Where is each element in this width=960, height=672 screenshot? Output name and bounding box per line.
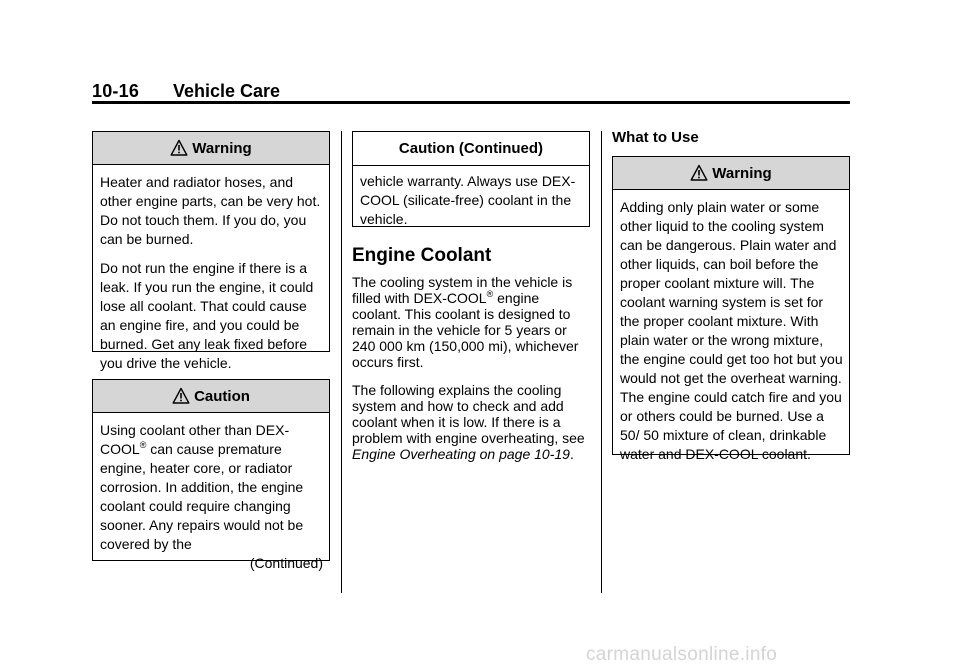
continued-label: (Continued) — [249, 555, 323, 571]
caution-continued-box — [352, 131, 590, 227]
watermark: carmanualsonline.info — [586, 644, 778, 665]
caution-continued-text: vehicle warranty. Always use DEX-COOL (silicate-free) coolant in the vehicle. — [360, 173, 576, 227]
registered-mark: ® — [139, 440, 147, 450]
warning-icon — [170, 139, 188, 157]
warning-label: Warning — [712, 164, 772, 182]
caution-header — [93, 380, 329, 413]
column-divider-right — [601, 131, 602, 593]
caution-paragraph — [100, 421, 323, 554]
column-divider-left — [341, 131, 342, 593]
engine-coolant-p1-end: engine coolant. This coolant is designed to remain in the vehicle for 5 years or 240 000 km (150,000 mi), whichever occurs first. — [352, 290, 579, 370]
engine-coolant-paragraph-2 — [352, 382, 592, 462]
plain-water-warning-text: Adding only plain water or some other liquid to the cooling system can be dangerous. Plain water and other liquids, can boil before the proper coolant mixture will. The coolant warning system is set for the proper coolant mixture. With plain water or the wrong mixture, the engine could get too hot but you would not get the overheat warning. The engine could catch fire and you or others could be burned. Use a 50/ 50 mixture of clean, drinkable water and DEX-COOL coolant. — [620, 199, 843, 462]
engine-coolant-p1-start: The cooling system in the vehicle is filled with DEX-COOL — [352, 274, 573, 306]
what-to-use-heading: What to Use — [612, 129, 699, 146]
warning-header — [93, 132, 329, 165]
caution-continued-header: Caution (Continued) — [353, 132, 589, 166]
engine-coolant-paragraph-1 — [352, 274, 592, 370]
coolant-caution-box — [92, 379, 330, 571]
warning-header — [613, 157, 849, 190]
engine-overheating-reference[interactable]: Engine Overheating on page 10-19 — [352, 446, 570, 462]
engine-coolant-p2-end: . — [569, 446, 574, 462]
warning-paragraph-2: Do not run the engine if there is a leak. If you run the engine, it could lose all coolant. That could cause an engine fire, and you could be burned. Get any leak fixed before you drive the vehicle. — [100, 260, 314, 371]
warning-label: Warning — [192, 139, 252, 157]
section-title: Vehicle Care — [173, 81, 281, 101]
hot-parts-warning-box — [92, 131, 330, 371]
caution-icon — [172, 387, 190, 405]
caution-text-start: Using coolant other than DEX-COOL — [100, 422, 290, 457]
engine-coolant-heading: Engine Coolant — [352, 245, 492, 266]
warning-icon — [690, 164, 708, 182]
caution-text-end: can cause premature engine, heater core, or radiator corrosion. In addition, the engine coolant could require changing sooner. Any repairs would not be covered by the — [100, 441, 304, 552]
page-header — [92, 80, 850, 104]
caution-label: Caution — [194, 387, 250, 405]
plain-water-warning-box — [612, 156, 850, 462]
engine-coolant-p2-start: The following explains the cooling system and how to check and add coolant when it is low. If there is a problem with engine overheating, see — [352, 382, 585, 446]
warning-paragraph-1: Heater and radiator hoses, and other engine parts, can be very hot. Do not touch them. If you do, you can be burned. — [100, 174, 321, 247]
page-number: 10-16 — [92, 81, 140, 101]
registered-mark: ® — [486, 289, 494, 299]
